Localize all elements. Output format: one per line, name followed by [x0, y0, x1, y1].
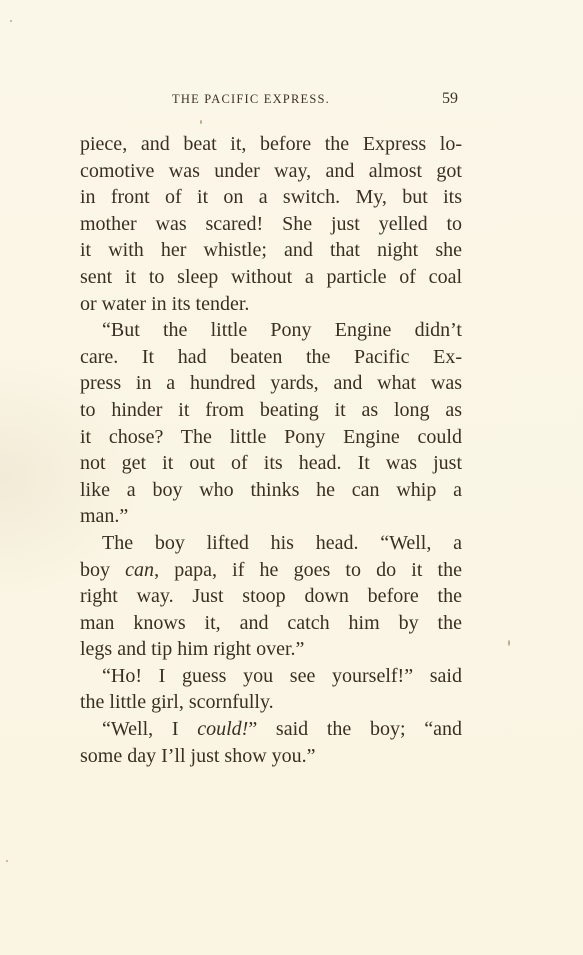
text-line: The boy lifted his head. “Well, a	[102, 531, 462, 554]
text-fragment: , papa, if he goes to do it the	[154, 558, 462, 581]
text-line: comotive was under way, and almost got	[80, 159, 462, 182]
text-line: care. It had beaten the Pacific Ex-	[80, 345, 462, 368]
text-line: man.”	[80, 505, 129, 528]
paper-speck	[200, 120, 202, 124]
text-line: not get it out of its head. It was just	[80, 452, 462, 475]
text-line: “But the little Pony Engine didn’t	[102, 319, 462, 342]
text-line	[80, 557, 462, 584]
text-line: legs and tip him right over.”	[80, 638, 305, 661]
text-line: piece, and beat it, before the Express lo-	[80, 133, 462, 155]
page-number: 59	[442, 90, 458, 107]
text-fragment: “Well, I	[102, 718, 198, 741]
text-line: it with her whistle; and that night she	[80, 239, 462, 262]
running-head	[80, 92, 460, 114]
text-line: like a boy who thinks he can whip a	[80, 478, 462, 501]
text-line: sent it to sleep without a particle of coal	[80, 265, 462, 288]
text-line: press in a hundred yards, and what was	[80, 372, 462, 395]
text-line: “Ho! I guess you see yourself!” said	[102, 664, 462, 687]
text-line: to hinder it from beating it as long as	[80, 398, 462, 421]
text-line: some day I’ll just show you.”	[80, 744, 316, 767]
text-line: or water in its tender.	[80, 292, 250, 315]
running-title: THE PACIFIC EXPRESS.	[172, 92, 330, 106]
text-line: man knows it, and catch him by the	[80, 611, 462, 634]
text-line: it chose? The little Pony Engine could	[80, 425, 462, 448]
italic-word: can	[125, 558, 155, 581]
text-line: mother was scared! She just yelled to	[80, 212, 462, 235]
paper-speck	[6, 860, 8, 862]
body-text	[80, 131, 462, 769]
text-fragment: ” said the boy; “and	[248, 718, 462, 741]
paper-speck	[508, 640, 510, 646]
paper-speck	[10, 20, 12, 22]
text-line: in front of it on a switch. My, but its	[80, 186, 462, 209]
text-fragment: boy	[80, 558, 126, 581]
text-line: the little girl, scornfully.	[80, 691, 274, 714]
text-line	[80, 716, 462, 743]
text-line: right way. Just stoop down before the	[80, 585, 462, 608]
italic-word: could!	[197, 718, 249, 741]
